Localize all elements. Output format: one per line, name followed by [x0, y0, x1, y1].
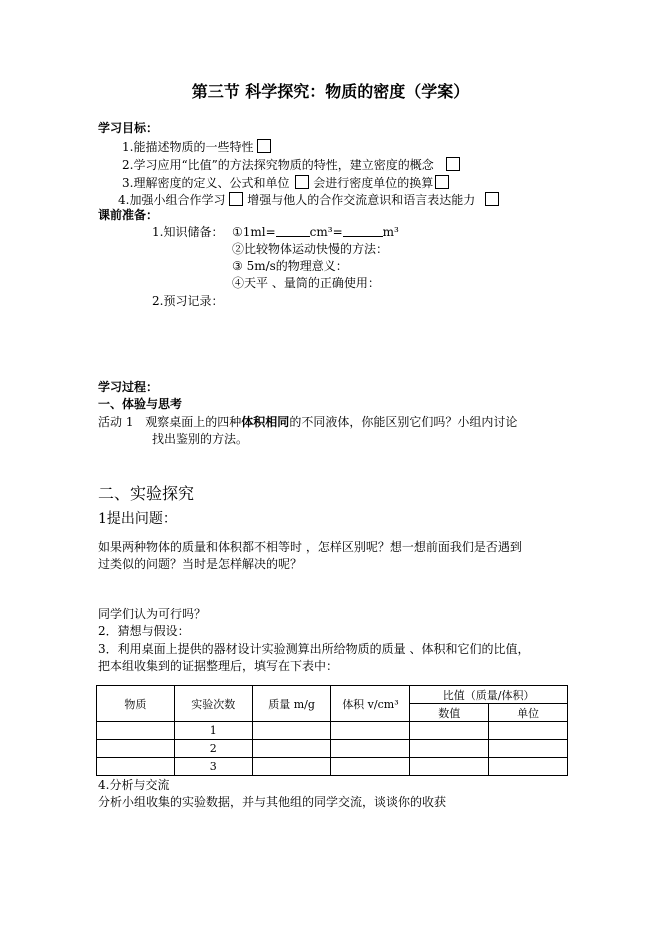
activity-text-bold: 体积相同: [241, 415, 290, 429]
activity-1: [98, 415, 517, 429]
cell-volume[interactable]: [331, 740, 410, 758]
goal-item-2-text: 2.学习应用“比值”的方法探究物质的特性，建立密度的概念: [122, 158, 434, 172]
goal-item-3-text: 3.理解密度的定义、公式和单位: [122, 176, 290, 190]
goals-heading: 学习目标：: [98, 121, 159, 135]
header-volume: 体积 v/cm³: [331, 686, 410, 722]
cell-ratio-unit[interactable]: [489, 758, 568, 776]
goal-item-1-text: 1.能描述物质的一些特性: [122, 140, 254, 154]
cell-ratio-unit[interactable]: [489, 722, 568, 740]
page-title: 第三节 科学探究：物质的密度（学案）: [191, 82, 470, 101]
activity-text-pre: 观察桌面上的四种: [145, 415, 242, 429]
activity-text-post: 的不同液体，你能区别它们吗？小组内讨论: [289, 415, 518, 429]
cell-substance[interactable]: [97, 740, 175, 758]
process-heading: 学习过程：: [98, 380, 159, 394]
goal-item-2: [122, 157, 460, 172]
hypothesis-heading: 2．猜想与假设：: [98, 624, 190, 638]
cell-trial: 1: [174, 722, 252, 740]
goal-item-4-text: 4.加强小组合作学习: [118, 193, 226, 207]
table-row: [97, 740, 568, 758]
goal-item-1: [122, 139, 271, 154]
data-table: [96, 685, 568, 776]
question-line-1: 如果两种物体的质量和体积都不相等时 ，怎样区别呢？想一想前面我们是否遇到: [98, 540, 522, 554]
knowledge-item-2: ②比较物体运动快慢的方法：: [232, 242, 389, 256]
cell-trial: 2: [174, 740, 252, 758]
checkbox[interactable]: [446, 157, 460, 171]
checkbox[interactable]: [257, 139, 271, 153]
header-mass: 质量 m/g: [252, 686, 331, 722]
goal-item-3-extra: 会进行密度单位的换算: [313, 176, 434, 190]
knowledge-label: 1.知识储备：: [152, 225, 224, 239]
question-heading: 1提出问题：: [98, 511, 177, 527]
k1-suffix: m³: [382, 225, 399, 239]
checkbox[interactable]: [435, 175, 449, 189]
checkbox[interactable]: [485, 192, 499, 206]
cell-mass[interactable]: [252, 740, 331, 758]
activity-line-2: 找出鉴别的方法。: [152, 432, 249, 446]
goal-item-3: [122, 175, 449, 190]
subheader-value: 数值: [410, 704, 489, 722]
knowledge-item-3: ③ 5m/s的物理意义：: [232, 259, 348, 273]
cell-volume[interactable]: [331, 722, 410, 740]
prep-heading: 课前准备：: [98, 208, 159, 222]
goal-item-4: [118, 192, 499, 207]
checkbox[interactable]: [229, 192, 243, 206]
header-substance: 物质: [97, 686, 175, 722]
section-2-heading: 二、实验探究: [98, 484, 195, 503]
step-3-line-2: 把本组收集到的证据整理后，填写在下表中：: [98, 659, 339, 673]
activity-label: 活动 1: [98, 415, 134, 429]
k1-prefix: ①1ml=: [232, 225, 276, 239]
table-row: [97, 722, 568, 740]
checkbox[interactable]: [295, 175, 309, 189]
step-3-line-1: 3．利用桌面上提供的器材设计实验测算出所给物质的质量 、体积和它们的比值，: [98, 642, 530, 656]
subheader-unit: 单位: [489, 704, 568, 722]
cell-volume[interactable]: [331, 758, 410, 776]
goal-item-4-extra: 增强与他人的合作交流意识和语言表达能力: [247, 193, 476, 207]
cell-mass[interactable]: [252, 722, 331, 740]
knowledge-item-4: ④天平 、量筒的正确使用：: [232, 276, 380, 290]
table-row: [97, 758, 568, 776]
fill-blank[interactable]: [276, 226, 310, 237]
cell-mass[interactable]: [252, 758, 331, 776]
cell-ratio-unit[interactable]: [489, 740, 568, 758]
cell-ratio-value[interactable]: [410, 722, 489, 740]
step-4-heading: 4.分析与交流: [98, 778, 170, 792]
cell-ratio-value[interactable]: [410, 740, 489, 758]
feasible-question: 同学们认为可行吗？: [98, 607, 207, 621]
k1-mid: cm³=: [309, 225, 343, 239]
preview-label: 2.预习记录：: [152, 294, 224, 308]
header-trial: 实验次数: [174, 686, 252, 722]
cell-substance[interactable]: [97, 758, 175, 776]
question-line-2: 过类似的问题？当时是怎样解决的呢？: [98, 557, 303, 571]
section-1-heading: 一、体验与思考: [98, 397, 183, 411]
knowledge-item-1: [232, 225, 399, 239]
cell-substance[interactable]: [97, 722, 175, 740]
header-ratio: 比值（质量/体积）: [410, 686, 568, 704]
fill-blank[interactable]: [343, 226, 383, 237]
cell-trial: 3: [174, 758, 252, 776]
step-4-text: 分析小组收集的实验数据，并与其他组的同学交流，谈谈你的收获: [98, 795, 447, 809]
cell-ratio-value[interactable]: [410, 758, 489, 776]
table-header-row: [97, 686, 568, 704]
